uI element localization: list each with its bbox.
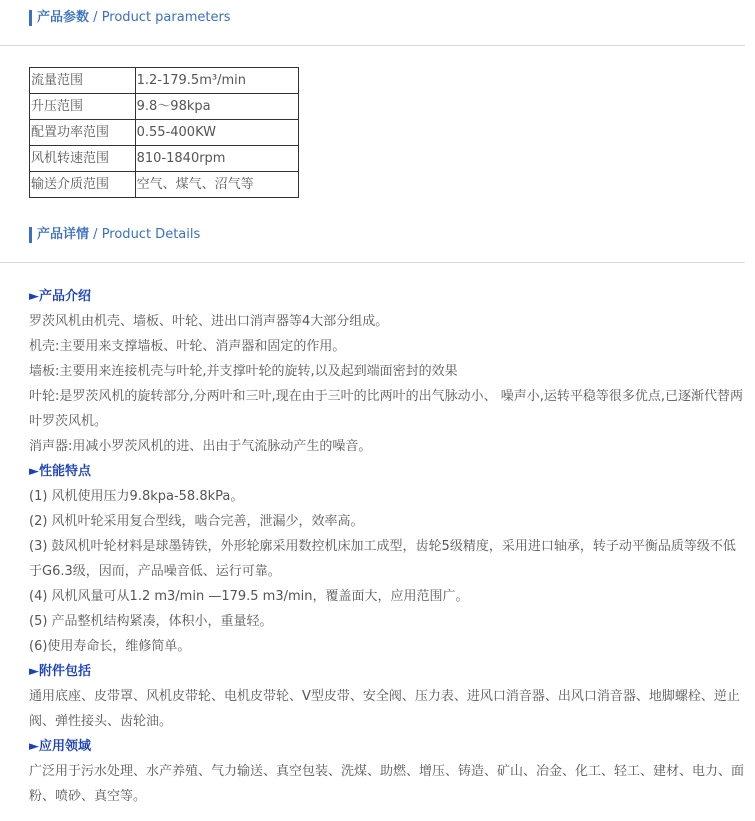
section-accent-bar (29, 227, 32, 243)
product-parameters-header (0, 0, 745, 46)
section-title (37, 9, 231, 27)
param-value: 1.2-179.5m³/min (135, 68, 298, 94)
feature-line: (2) 风机叶轮采用复合型线，啮合完善，泄漏少，效率高。 (29, 514, 364, 529)
param-label: 流量范围 (30, 68, 136, 94)
intro-line: 罗茨风机由机壳、墙板、叶轮、进出口消声器等4大部分组成。 (29, 314, 389, 329)
feature-line: (1) 风机使用压力9.8kpa-58.8kPa。 (29, 489, 244, 504)
param-label: 输送介质范围 (30, 172, 136, 198)
product-details-body (29, 284, 747, 809)
features-heading: ►性能特点 (29, 464, 91, 479)
section-title-separator: / (93, 227, 98, 242)
section-title-separator: / (93, 10, 98, 25)
intro-line: 墙板:主要用来连接机壳与叶轮,并支撑叶轮的旋转,以及起到端面密封的效果 (29, 364, 458, 379)
applications-line: 广泛用于污水处理、水产养殖、气力输送、真空包装、洗煤、助燃、增压、铸造、矿山、冶金、化工、轻工、建材、电力、面粉、喷砂、真空等。 (29, 764, 745, 804)
feature-line: (6)使用寿命长，维修简单。 (29, 639, 191, 654)
table-row (30, 94, 299, 120)
applications-heading: ►应用领域 (29, 739, 91, 754)
table-row (30, 68, 299, 94)
param-label: 升压范围 (30, 94, 136, 120)
param-value: 空气、煤气、沼气等 (135, 172, 298, 198)
accessories-line: 通用底座、皮带罩、风机皮带轮、电机皮带轮、V型皮带、安全阀、压力表、进风口消音器、出风口消音器、地脚螺栓、逆止阀、弹性接头、齿轮油。 (29, 689, 740, 729)
table-row (30, 146, 299, 172)
param-value: 810-1840rpm (135, 146, 298, 172)
intro-line: 机壳:主要用来支撑墙板、叶轮、消声器和固定的作用。 (29, 339, 346, 354)
intro-line: 叶轮:是罗茨风机的旋转部分,分两叶和三叶,现在由于三叶的比两叶的出气脉动小、 噪声小,运转平稳等很多优点,已逐渐代替两叶罗茨风机。 (29, 389, 744, 429)
section-title-cn: 产品详情 (37, 227, 90, 242)
product-details-header (0, 217, 745, 263)
intro-heading: ►产品介绍 (29, 289, 91, 304)
feature-line: (3) 鼓风机叶轮材料是球墨铸铁，外形轮廓采用数控机床加工成型，齿轮5级精度，采用进口轴承，转子动平衡品质等级不低于G6.3级，因而，产品噪音低、运行可靠。 (29, 539, 736, 579)
param-label: 配置功率范围 (30, 120, 136, 146)
intro-line: 消声器:用减小罗茨风机的进、出由于气流脉动产生的噪音。 (29, 439, 372, 454)
section-title-en: Product parameters (101, 10, 231, 25)
section-title-en: Product Details (101, 227, 201, 242)
accessories-heading: ►附件包括 (29, 664, 91, 679)
section-title (37, 226, 200, 244)
table-row (30, 172, 299, 198)
section-accent-bar (29, 10, 32, 26)
feature-line: (4) 风机风量可从1.2 m3/min —179.5 m3/min，覆盖面大，应用范围广。 (29, 589, 469, 604)
param-value: 9.8～98kpa (135, 94, 298, 120)
table-row (30, 120, 299, 146)
param-label: 风机转速范围 (30, 146, 136, 172)
param-value: 0.55-400KW (135, 120, 298, 146)
parameters-table (29, 67, 299, 198)
feature-line: (5) 产品整机结构紧凑，体积小，重量轻。 (29, 614, 273, 629)
section-title-cn: 产品参数 (37, 10, 90, 25)
